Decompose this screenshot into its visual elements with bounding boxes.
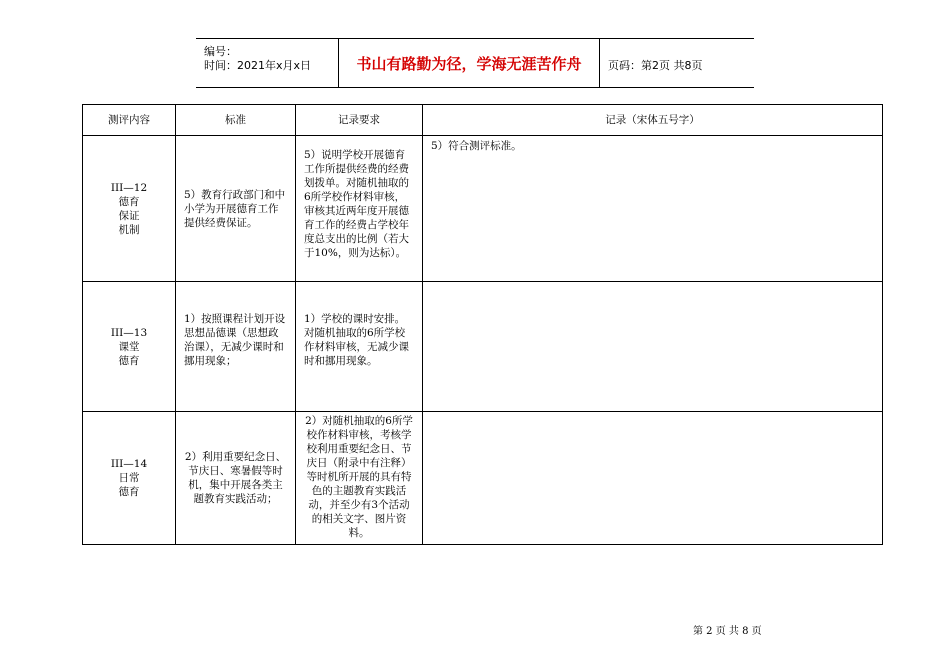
table-row [83, 136, 883, 282]
header-motto: 书山有路勤为径，学海无涯苦作舟 [339, 39, 600, 87]
table-header-row [83, 105, 883, 136]
item-name-line: 保证 [118, 209, 140, 222]
page-footer: 第 2 页 共 8 页 [693, 626, 762, 637]
record-cell[interactable] [423, 136, 883, 282]
requirement-text: 1）学校的课时安排。对随机抽取的6所学校作材料审核，无减少课时和挪用现象。 [304, 313, 409, 367]
item-cell [83, 412, 176, 545]
time-label: 时间：2021年x月x日 [204, 59, 312, 72]
header-page-label: 页码：第2页 共8页 [608, 59, 703, 72]
item-name-line: 机制 [118, 223, 140, 236]
requirement-cell [296, 282, 423, 412]
item-name-line: 德育 [118, 354, 140, 367]
header-record: 记录（宋体五号字） [423, 105, 883, 136]
standard-cell [176, 282, 296, 412]
standard-text: 5）教育行政部门和中小学为开展德育工作提供经费保证。 [184, 188, 286, 229]
requirement-text: 5）说明学校开展德育工作所提供经费的经费划拨单。对随机抽取的6所学校作材料审核，审核其近两年度开展德育工作的经费占学校年度总支出的比例（若大于10%，则为达标）。 [304, 149, 409, 259]
header-meta [196, 39, 339, 87]
number-label: 编号： [204, 45, 237, 58]
header-requirement: 记录要求 [296, 105, 423, 136]
table-row [83, 412, 883, 545]
item-name-line: 德育 [118, 486, 140, 498]
record-text [423, 282, 882, 288]
header-standard: 标准 [176, 105, 296, 136]
record-text: 5）符合测评标准。 [431, 140, 522, 152]
record-cell[interactable] [423, 412, 883, 545]
header-item: 测评内容 [83, 105, 176, 136]
standard-cell [176, 412, 296, 545]
standard-cell [176, 136, 296, 282]
item-cell [83, 136, 176, 282]
record-text [423, 412, 882, 418]
requirement-cell [296, 136, 423, 282]
item-name-line: 德育 [118, 195, 140, 208]
item-code: III—12 [110, 181, 148, 194]
item-cell [83, 282, 176, 412]
item-name-line: 课堂 [118, 340, 140, 353]
item-code: III—14 [110, 458, 148, 470]
requirement-cell [296, 412, 423, 545]
standard-text: 1）按照课程计划开设思想品德课（思想政治课），无减少课时和挪用现象； [184, 313, 286, 367]
page-header [196, 38, 754, 88]
table-row [83, 282, 883, 412]
standard-text: 2）利用重要纪念日、节庆日、寒暑假等时机，集中开展各类主题教育实践活动； [184, 451, 287, 505]
item-name-line: 日常 [118, 472, 140, 484]
evaluation-table [82, 104, 883, 545]
item-code: III—13 [110, 326, 148, 339]
requirement-text: 2）对随机抽取的6所学校作材料审核，考核学校利用重要纪念日、节庆日（附录中有注释）等时机所开展的具有特色的主题教育实践活动，并至少有3个活动的相关文字、图片资料。 [305, 415, 413, 539]
record-cell[interactable] [423, 282, 883, 412]
